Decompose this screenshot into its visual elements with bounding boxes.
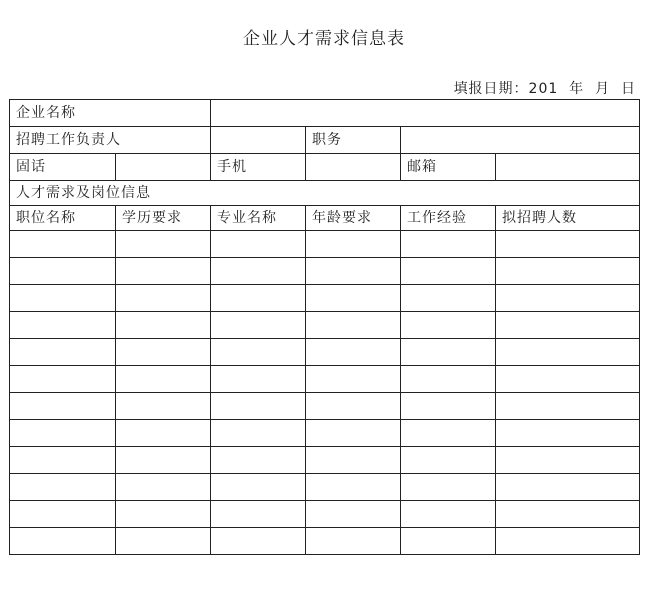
table-cell[interactable]: [116, 366, 211, 393]
table-cell[interactable]: [10, 258, 116, 285]
column-header-row: [10, 206, 640, 231]
table-cell[interactable]: [211, 258, 306, 285]
table-row: [10, 393, 640, 420]
company-name-field[interactable]: [211, 100, 640, 127]
table-cell[interactable]: [496, 420, 640, 447]
contact-row: [10, 154, 640, 181]
table-cell[interactable]: [10, 528, 116, 555]
table-cell[interactable]: [116, 447, 211, 474]
column-header: 工作经验: [401, 206, 496, 231]
table-row: [10, 420, 640, 447]
table-cell[interactable]: [211, 312, 306, 339]
table-cell[interactable]: [10, 447, 116, 474]
demand-section-heading: 人才需求及岗位信息: [10, 181, 640, 206]
table-cell[interactable]: [116, 501, 211, 528]
table-cell[interactable]: [401, 231, 496, 258]
table-cell[interactable]: [116, 339, 211, 366]
talent-demand-table: [9, 99, 640, 555]
table-cell[interactable]: [211, 231, 306, 258]
table-cell[interactable]: [10, 393, 116, 420]
table-cell[interactable]: [496, 474, 640, 501]
table-cell[interactable]: [496, 231, 640, 258]
table-cell[interactable]: [401, 366, 496, 393]
email-label: 邮箱: [401, 154, 496, 181]
column-header: 专业名称: [211, 206, 306, 231]
table-cell[interactable]: [306, 312, 401, 339]
table-cell[interactable]: [306, 366, 401, 393]
table-cell[interactable]: [116, 528, 211, 555]
table-cell[interactable]: [211, 447, 306, 474]
table-cell[interactable]: [496, 447, 640, 474]
table-cell[interactable]: [496, 366, 640, 393]
recruiter-row: [10, 127, 640, 154]
table-cell[interactable]: [211, 474, 306, 501]
table-cell[interactable]: [496, 285, 640, 312]
table-row: [10, 501, 640, 528]
table-cell[interactable]: [401, 528, 496, 555]
table-row: [10, 447, 640, 474]
table-cell[interactable]: [496, 501, 640, 528]
fill-date: 填报日期：201 年 月 日: [453, 81, 636, 97]
table-cell[interactable]: [496, 393, 640, 420]
table-cell[interactable]: [306, 528, 401, 555]
table-cell[interactable]: [306, 501, 401, 528]
table-cell[interactable]: [211, 366, 306, 393]
table-row: [10, 339, 640, 366]
table-cell[interactable]: [306, 258, 401, 285]
table-cell[interactable]: [401, 393, 496, 420]
table-cell[interactable]: [10, 474, 116, 501]
form-title: 企业人才需求信息表: [243, 29, 405, 49]
table-cell[interactable]: [116, 474, 211, 501]
table-row: [10, 366, 640, 393]
recruiter-field[interactable]: [211, 127, 306, 154]
phone-label: 固话: [10, 154, 116, 181]
position-field[interactable]: [401, 127, 640, 154]
table-cell[interactable]: [116, 231, 211, 258]
table-cell[interactable]: [10, 501, 116, 528]
table-cell[interactable]: [10, 366, 116, 393]
column-header: 学历要求: [116, 206, 211, 231]
table-cell[interactable]: [401, 312, 496, 339]
company-name-label: 企业名称: [10, 100, 211, 127]
table-cell[interactable]: [211, 393, 306, 420]
table-cell[interactable]: [10, 420, 116, 447]
table-cell[interactable]: [306, 339, 401, 366]
table-cell[interactable]: [10, 339, 116, 366]
recruiter-label: 招聘工作负责人: [10, 127, 211, 154]
table-cell[interactable]: [211, 285, 306, 312]
table-cell[interactable]: [306, 231, 401, 258]
table-cell[interactable]: [211, 528, 306, 555]
mobile-field[interactable]: [306, 154, 401, 181]
table-cell[interactable]: [116, 420, 211, 447]
table-cell[interactable]: [211, 501, 306, 528]
table-cell[interactable]: [116, 393, 211, 420]
table-cell[interactable]: [211, 339, 306, 366]
table-cell[interactable]: [496, 312, 640, 339]
table-cell[interactable]: [306, 285, 401, 312]
table-row: [10, 258, 640, 285]
table-cell[interactable]: [401, 474, 496, 501]
table-cell[interactable]: [496, 528, 640, 555]
table-cell[interactable]: [401, 258, 496, 285]
table-row: [10, 231, 640, 258]
email-field[interactable]: [496, 154, 640, 181]
table-row: [10, 528, 640, 555]
table-row: [10, 285, 640, 312]
table-row: [10, 474, 640, 501]
position-label: 职务: [306, 127, 401, 154]
table-cell[interactable]: [401, 420, 496, 447]
table-cell[interactable]: [401, 285, 496, 312]
column-header: 拟招聘人数: [496, 206, 640, 231]
mobile-label: 手机: [211, 154, 306, 181]
column-header: 年龄要求: [306, 206, 401, 231]
table-cell[interactable]: [306, 393, 401, 420]
table-cell[interactable]: [306, 447, 401, 474]
company-name-row: [10, 100, 640, 127]
table-cell[interactable]: [496, 339, 640, 366]
table-cell[interactable]: [116, 258, 211, 285]
table-cell[interactable]: [116, 285, 211, 312]
table-cell[interactable]: [401, 501, 496, 528]
demand-section-row: [10, 181, 640, 206]
table-cell[interactable]: [306, 474, 401, 501]
phone-field[interactable]: [116, 154, 211, 181]
table-cell[interactable]: [116, 312, 211, 339]
table-cell[interactable]: [10, 285, 116, 312]
table-row: [10, 312, 640, 339]
table-cell[interactable]: [401, 447, 496, 474]
table-cell[interactable]: [401, 339, 496, 366]
table-cell[interactable]: [306, 420, 401, 447]
table-cell[interactable]: [211, 420, 306, 447]
table-cell[interactable]: [10, 231, 116, 258]
table-cell[interactable]: [496, 258, 640, 285]
column-header: 职位名称: [10, 206, 116, 231]
table-cell[interactable]: [10, 312, 116, 339]
